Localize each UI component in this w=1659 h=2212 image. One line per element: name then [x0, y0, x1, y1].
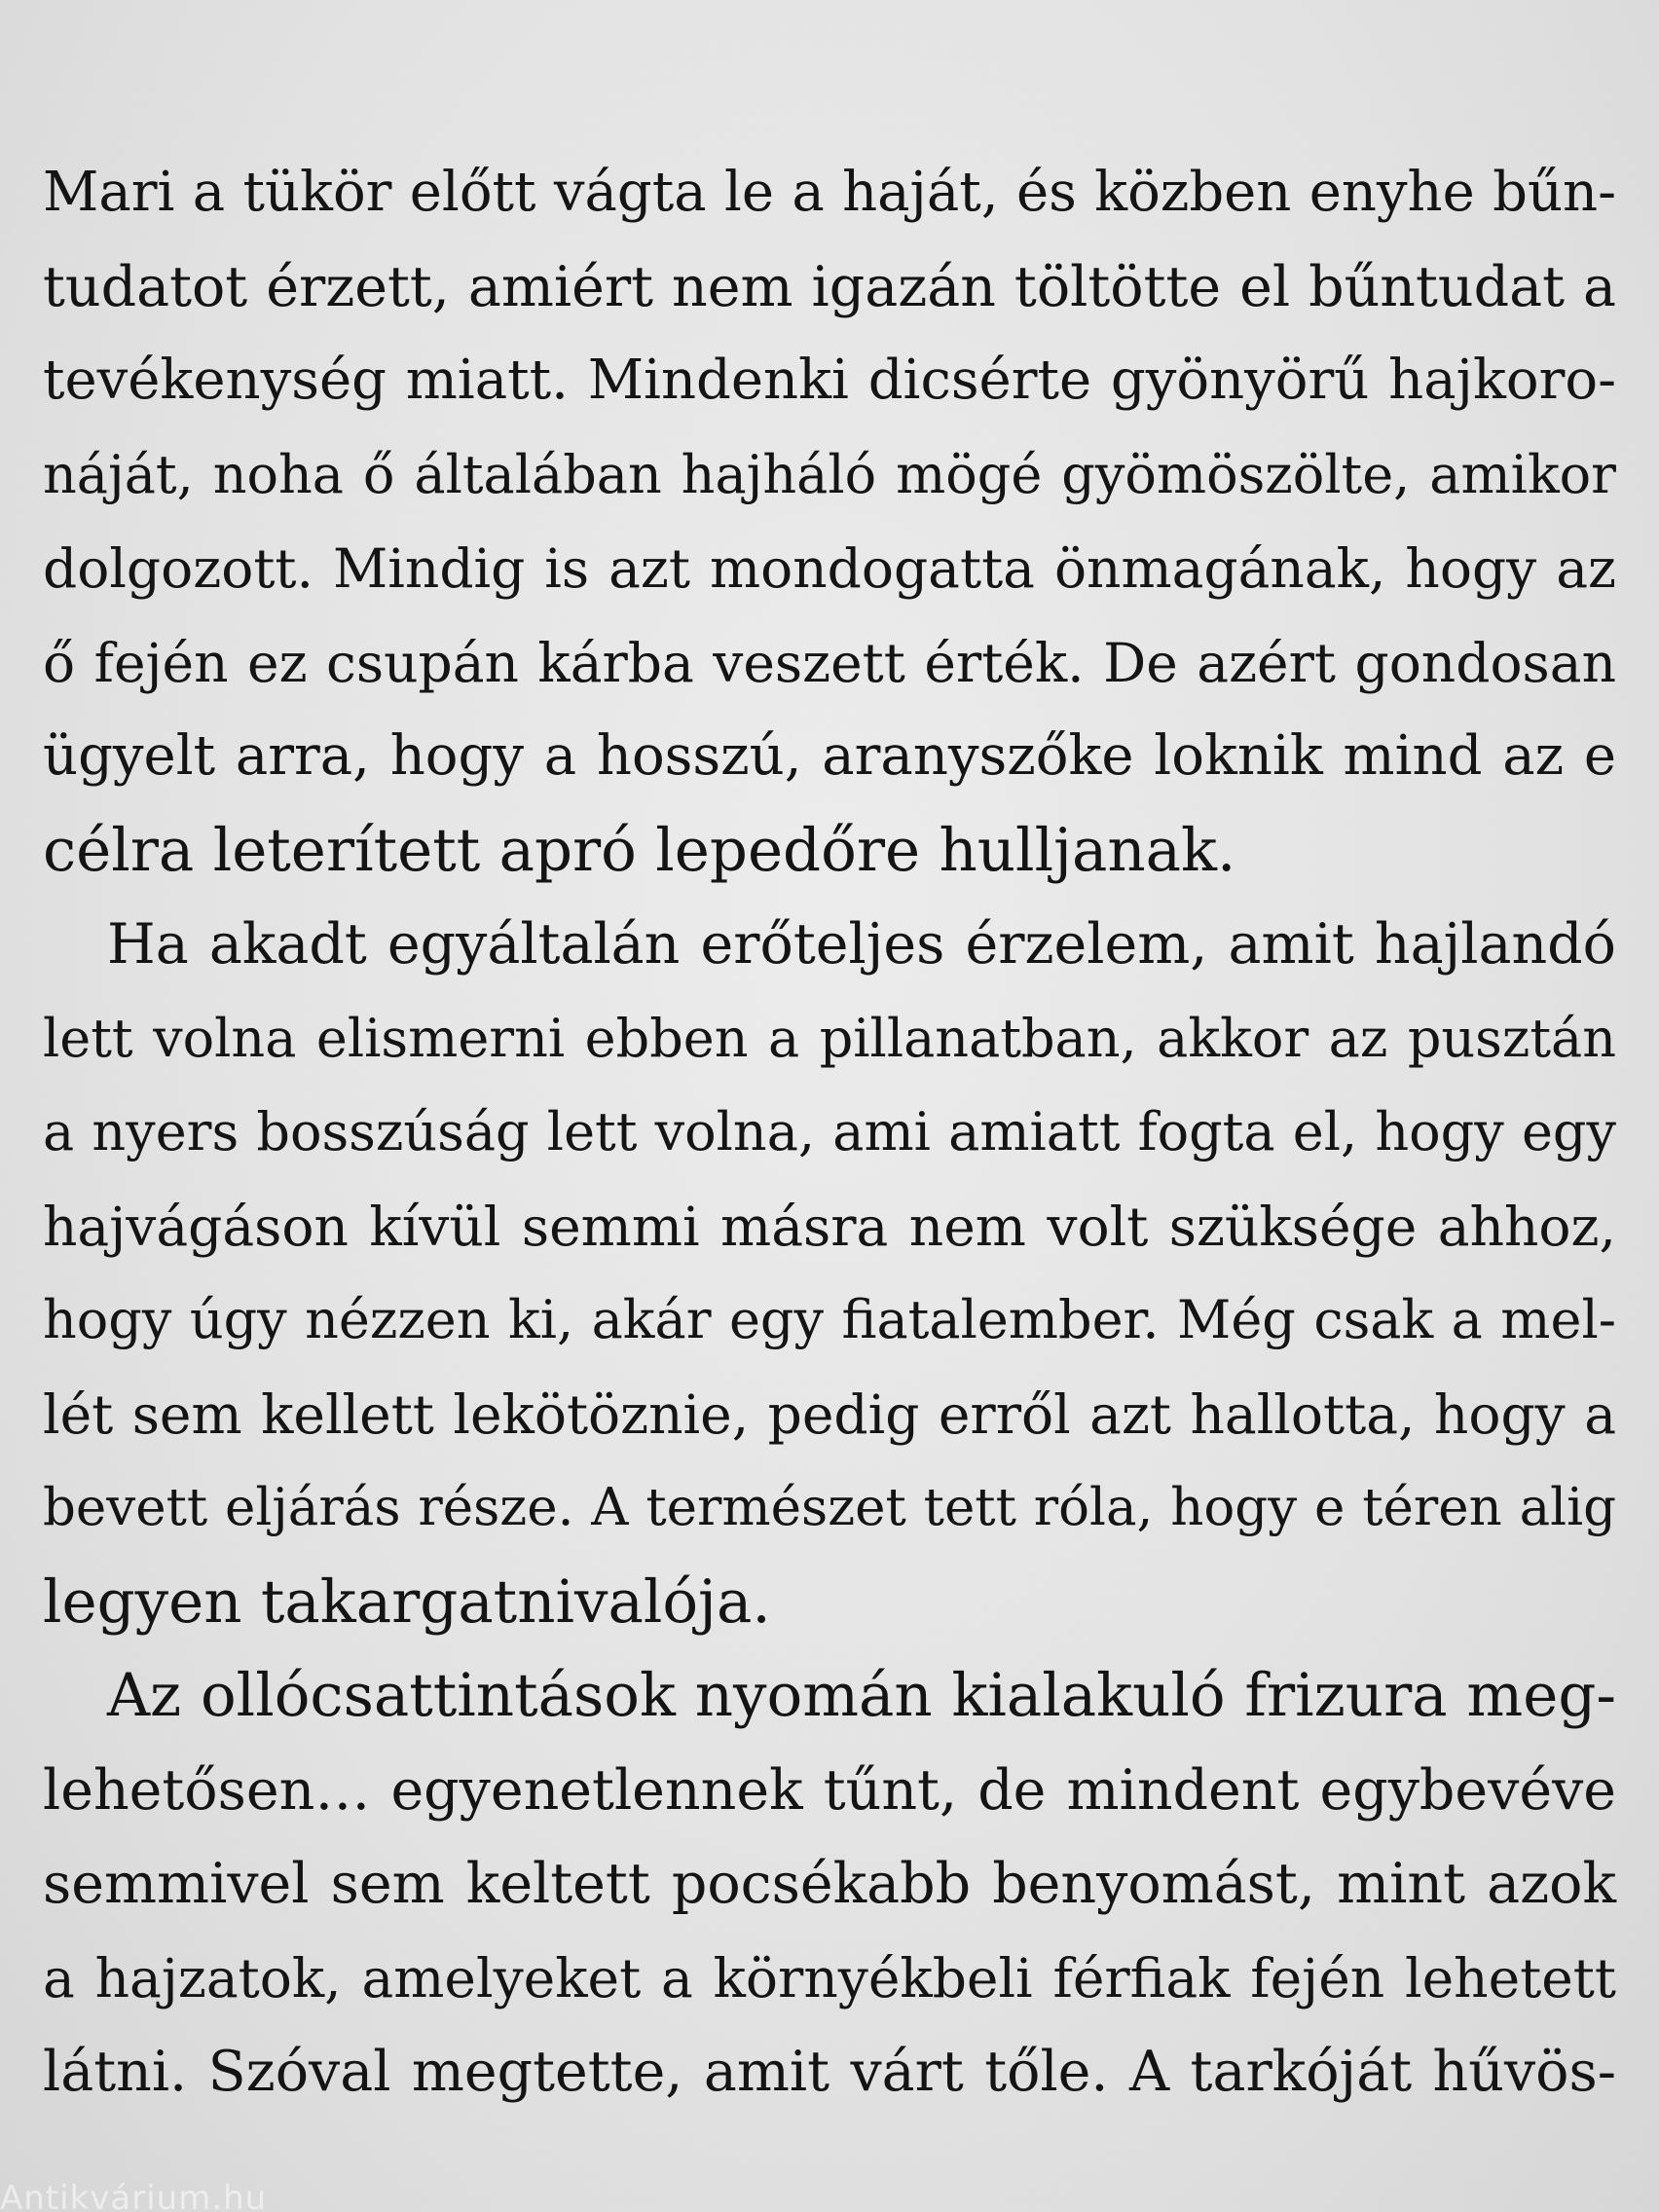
text-line: tevékenység miatt. Mindenki dicsérte gyönyörű hajkoro- [43, 349, 1616, 412]
text-line: tudatot érzett, amiért nem igazán töltötte el bűntudat a [43, 254, 1616, 319]
watermark: Antikvárium.hu [0, 2179, 268, 2212]
text-line: náját, noha ő általában hajháló mögé gyömöszölte, amikor [43, 443, 1616, 505]
text-line: legyen takargatnivalója. [43, 1567, 771, 1637]
book-page [43, 146, 1616, 2120]
text-line: lét sem kellett lekötöznie, pedig erről azt hallotta, hogy a [43, 1382, 1616, 1446]
text-line: célra leterített apró lepedőre hulljanak. [43, 815, 1236, 885]
paragraph-3 [43, 1649, 1616, 2120]
text-line: hajvágáson kívül semmi másra nem volt szüksége ahhoz, [43, 1195, 1616, 1258]
paragraph-1 [43, 146, 1616, 898]
text-line: dolgozott. Mindig is azt mondogatta önmagának, hogy az [43, 537, 1616, 600]
text-line: Ha akadt egyáltalán erőteljes érzelem, amit hajlandó [107, 912, 1616, 977]
text-line: bevett eljárás része. A természet tett róla, hogy e téren alig [43, 1478, 1616, 1537]
text-line: a hajzatok, amelyeket a környékbeli férfiak fején lehetett [43, 1946, 1616, 2009]
text-line: ő fején ez csupán kárba veszett érték. De azért gondosan [43, 631, 1616, 694]
text-line: hogy úgy nézzen ki, akár egy fiatalember. Még csak a mel- [43, 1289, 1616, 1350]
text-line: lehetősen… egyenetlennek tűnt, de mindent egybevéve [43, 1757, 1616, 1823]
paragraph-2 [43, 898, 1616, 1649]
text-line: lett volna elismerni ebben a pillanatban, akkor az pusztán [43, 1007, 1616, 1069]
text-line: ügyelt arra, hogy a hosszú, aranyszőke loknik mind az e [43, 724, 1616, 788]
text-line: semmivel sem keltett pocsékabb benyomást, mint azok [43, 1852, 1616, 1916]
text-line: látni. Szóval megtette, amit várt tőle. A tarkóját hűvös- [43, 2040, 1616, 2104]
text-line: Mari a tükör előtt vágta le a haját, és közben enyhe bűn- [43, 161, 1616, 224]
text-line: Az ollócsattintások nyomán kialakuló frizura meg- [107, 1661, 1616, 1730]
text-line: a nyers bosszúság lett volna, ami amiatt fogta el, hogy egy [43, 1101, 1616, 1162]
